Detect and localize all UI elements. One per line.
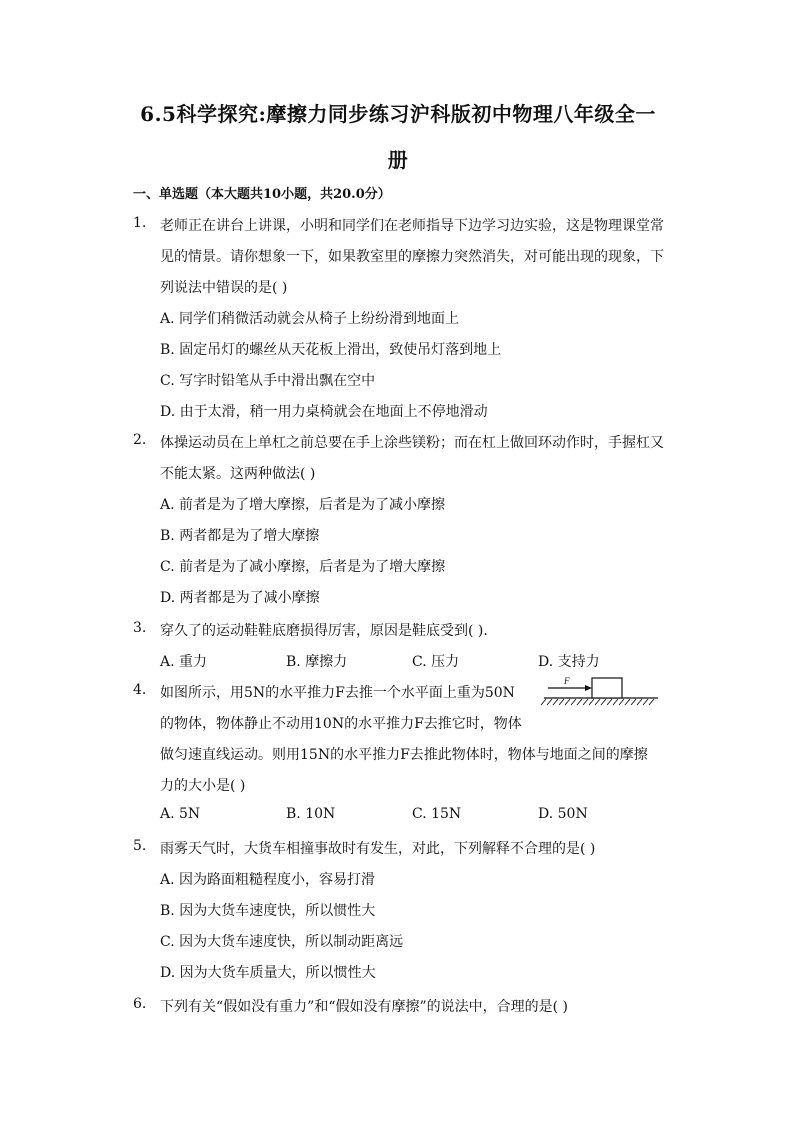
question-number: 3.: [133, 620, 147, 636]
question-text: 体操运动员在上单杠之前总要在手上涂些镁粉；而在杠上做回环动作时，手握杠又: [160, 435, 664, 451]
question-number: 6.: [133, 996, 147, 1012]
question-text: 列说法中错误的是( ): [160, 280, 288, 296]
option-b: B. 两者都是为了增大摩擦: [160, 528, 320, 544]
option-a: A. 重力: [160, 654, 208, 670]
option-c: C. 压力: [412, 654, 460, 670]
option-a: A. 因为路面粗糙程度小，容易打滑: [160, 872, 376, 888]
option-d: D. 因为大货车质量大，所以惯性大: [160, 965, 376, 981]
ground-hatching: [541, 699, 654, 705]
doc-title-line2: 册: [387, 148, 409, 172]
question-text: 做匀速直线运动。则用15N的水平推力F去推此物体时，物体与地面之间的摩擦: [160, 747, 648, 763]
question-text: 不能太紧。这两种做法( ): [160, 466, 316, 482]
question-text: 力的大小是( ): [160, 778, 246, 794]
option-d: D. 50N: [538, 806, 588, 822]
question-text: 雨雾天气时，大货车相撞事故时有发生，对此，下列解释不合理的是( ): [160, 841, 596, 857]
option-b: B. 10N: [286, 806, 336, 822]
option-a: A. 5N: [160, 806, 201, 822]
question-text: 下列有关“假如没有重力”和“假如没有摩擦”的说法中，合理的是( ): [160, 999, 569, 1015]
push-force-diagram: [540, 672, 660, 710]
option-c: C. 15N: [412, 806, 462, 822]
option-d: D. 两者都是为了减小摩擦: [160, 590, 320, 606]
question-number: 1.: [133, 215, 147, 231]
question-number: 2.: [133, 432, 147, 448]
question-number: 5.: [133, 838, 147, 854]
option-c: C. 因为大货车速度快，所以制动距离远: [160, 934, 404, 950]
doc-title-line1: 6.5科学探究:摩擦力同步练习沪科版初中物理八年级全一: [140, 102, 656, 126]
arrow-head: [585, 685, 592, 691]
question-text: 老师正在讲台上讲课，小明和同学们在老师指导下边学习边实验，这是物理课堂常: [160, 218, 664, 234]
section-header: 一、单选题（本大题共10小题，共20.0分）: [133, 187, 391, 202]
option-a: A. 前者是为了增大摩擦，后者是为了减小摩擦: [160, 497, 446, 513]
question-number: 4.: [133, 682, 147, 698]
question-text: 的物体，物体静止不动用10N的水平推力F去推它时，物体: [160, 716, 522, 732]
question-text: 穿久了的运动鞋鞋底磨损得厉害，原因是鞋底受到( ).: [160, 623, 488, 639]
option-c: C. 前者是为了减小摩擦，后者是为了增大摩擦: [160, 559, 446, 575]
option-d: D. 支持力: [538, 654, 600, 670]
option-b: B. 因为大货车速度快，所以惯性大: [160, 903, 376, 919]
option-b: B. 摩擦力: [286, 654, 348, 670]
option-c: C. 写字时铅笔从手中滑出飘在空中: [160, 373, 376, 389]
question-text: 如图所示，用5N的水平推力F去推一个水平面上重为50N: [160, 685, 515, 701]
option-b: B. 固定吊灯的螺丝从天花板上滑出，致使吊灯落到地上: [160, 342, 502, 358]
force-label: F: [564, 676, 570, 686]
option-a: A. 同学们稍微活动就会从椅子上纷纷滑到地面上: [160, 311, 460, 327]
option-d: D. 由于太滑，稍一用力桌椅就会在地面上不停地滑动: [160, 404, 488, 420]
question-text: 见的情景。请你想象一下，如果教室里的摩擦力突然消失，对可能出现的现象，下: [160, 249, 664, 265]
block: [592, 678, 622, 698]
